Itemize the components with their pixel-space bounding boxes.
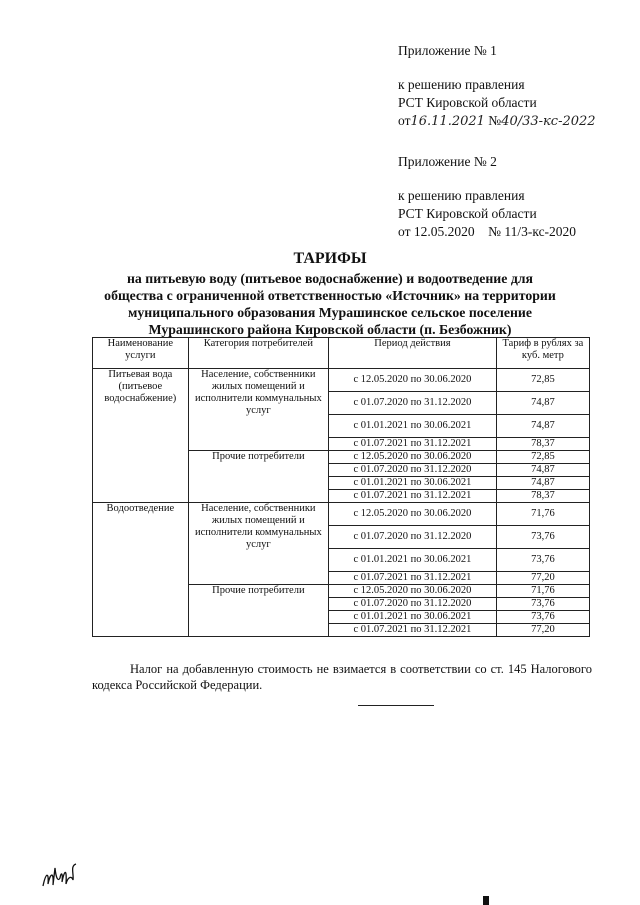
appendix-2-title: Приложение № 2 bbox=[398, 154, 497, 169]
appendix-1-no-label: № bbox=[488, 113, 502, 128]
title-line-3: муниципального образования Мурашинское сельское поселение bbox=[128, 305, 532, 320]
tariff-cell: 72,85 bbox=[496, 369, 589, 392]
appendix-1-ref bbox=[398, 112, 628, 131]
vat-note: Налог на добавленную стоимость не взимается в соответствии со ст. 145 Налогового кодекса Российской Федерации. bbox=[92, 662, 592, 692]
appendix-2-org: РСТ Кировской области bbox=[398, 206, 537, 221]
period-cell: с 01.01.2021 по 30.06.2021 bbox=[329, 415, 497, 438]
table-header-row bbox=[93, 338, 590, 369]
tariff-cell: 73,76 bbox=[496, 549, 589, 572]
appendix-2-decision: к решению правления bbox=[398, 188, 525, 203]
appendix-header bbox=[398, 42, 628, 241]
tariff-cell: 72,85 bbox=[496, 451, 589, 464]
period-cell: с 01.07.2020 по 31.12.2020 bbox=[329, 392, 497, 415]
period-cell: с 01.07.2021 по 31.12.2021 bbox=[329, 624, 497, 637]
title-line-1: на питьевую воду (питьевое водоснабжение) и водоотведение для bbox=[126, 271, 534, 286]
table-row bbox=[93, 369, 590, 392]
period-cell: с 01.07.2021 по 31.12.2021 bbox=[329, 572, 497, 585]
appendix-1-org: РСТ Кировской области bbox=[398, 95, 537, 110]
tariff-cell: 74,87 bbox=[496, 477, 589, 490]
appendix-1-from: от bbox=[398, 113, 411, 128]
tariff-cell: 74,87 bbox=[496, 415, 589, 438]
tariff-cell: 73,76 bbox=[496, 598, 589, 611]
period-cell: с 12.05.2020 по 30.06.2020 bbox=[329, 451, 497, 464]
category-water-population: Население, собственники жилых помещений и исполнители коммунальных услуг bbox=[188, 369, 328, 451]
end-divider bbox=[358, 705, 434, 706]
tariff-cell: 78,37 bbox=[496, 438, 589, 451]
period-cell: с 01.01.2021 по 30.06.2021 bbox=[329, 611, 497, 624]
tariff-cell: 73,76 bbox=[496, 526, 589, 549]
tariff-table bbox=[92, 337, 590, 637]
handwritten-number: 40/33-кс-2022 bbox=[501, 114, 596, 129]
title-main: ТАРИФЫ bbox=[293, 250, 367, 267]
table-row bbox=[93, 503, 590, 526]
service-sewer: Водоотведение bbox=[93, 503, 189, 637]
page-mark bbox=[483, 896, 489, 905]
period-cell: с 01.07.2020 по 31.12.2020 bbox=[329, 598, 497, 611]
tariff-cell: 74,87 bbox=[496, 392, 589, 415]
category-sewer-population: Население, собственники жилых помещений и исполнители коммунальных услуг bbox=[188, 503, 328, 585]
tariff-cell: 73,76 bbox=[496, 611, 589, 624]
header-service: Наименование услуги bbox=[93, 338, 189, 369]
tariff-cell: 78,37 bbox=[496, 490, 589, 503]
period-cell: с 12.05.2020 по 30.06.2020 bbox=[329, 369, 497, 392]
tariff-cell: 77,20 bbox=[496, 572, 589, 585]
service-water: Питьевая вода (питьевое водоснабжение) bbox=[93, 369, 189, 503]
category-water-other: Прочие потребители bbox=[188, 451, 328, 503]
document-title bbox=[80, 248, 580, 338]
tariff-cell: 71,76 bbox=[496, 585, 589, 598]
period-cell: с 01.07.2021 по 31.12.2021 bbox=[329, 490, 497, 503]
period-cell: с 01.07.2021 по 31.12.2021 bbox=[329, 438, 497, 451]
signature-mark bbox=[40, 858, 80, 897]
period-cell: с 12.05.2020 по 30.06.2020 bbox=[329, 585, 497, 598]
period-cell: с 01.07.2020 по 31.12.2020 bbox=[329, 464, 497, 477]
handwritten-date: 16.11.2021 bbox=[410, 114, 485, 129]
signature-icon bbox=[40, 858, 80, 892]
tariff-cell: 77,20 bbox=[496, 624, 589, 637]
period-cell: с 01.01.2021 по 30.06.2021 bbox=[329, 477, 497, 490]
appendix-2-ref: от 12.05.2020 № 11/3-кс-2020 bbox=[398, 224, 577, 239]
tariff-cell: 74,87 bbox=[496, 464, 589, 477]
title-line-2: общества с ограниченной ответственностью «Источник» на территории bbox=[104, 288, 556, 303]
period-cell: с 01.07.2020 по 31.12.2020 bbox=[329, 526, 497, 549]
appendix-1-decision: к решению правления bbox=[398, 77, 525, 92]
tariff-cell: 71,76 bbox=[496, 503, 589, 526]
header-period: Период действия bbox=[329, 338, 497, 369]
title-line-4: Мурашинского района Кировской области (п. Безбожник) bbox=[148, 322, 512, 337]
appendix-1-title: Приложение № 1 bbox=[398, 43, 497, 58]
header-category: Категория потребителей bbox=[188, 338, 328, 369]
period-cell: с 12.05.2020 по 30.06.2020 bbox=[329, 503, 497, 526]
category-sewer-other: Прочие потребители bbox=[188, 585, 328, 637]
header-tariff: Тариф в рублях за куб. метр bbox=[496, 338, 589, 369]
period-cell: с 01.01.2021 по 30.06.2021 bbox=[329, 549, 497, 572]
